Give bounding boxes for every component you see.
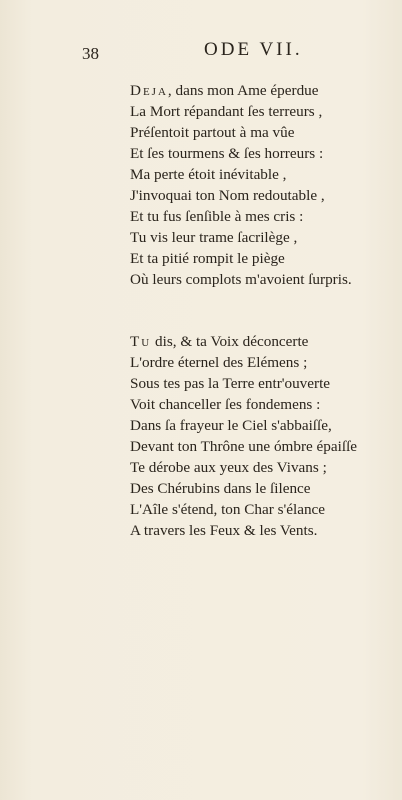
stanza-line: Où leurs complots m'avoient ſurpris. <box>130 271 352 288</box>
page-number: 38 <box>82 44 99 63</box>
stanza-line: L'Aîle s'étend, ton Char s'élance <box>130 501 326 518</box>
stanza-line: J'invoquai ton Nom redoutable , <box>130 187 325 204</box>
stanza-line <box>130 80 352 101</box>
first-line-rest: , dans mon Ame éperdue <box>167 82 319 99</box>
stanza-line: Dans ſa frayeur le Ciel s'abbaiſſe, <box>130 417 332 434</box>
stanza-line: Préſentoit partout à ma vûe <box>130 124 295 141</box>
stanza-line: Te dérobe aux yeux des Vivans ; <box>130 459 327 476</box>
stanza-2 <box>130 331 357 541</box>
running-title: ODE VII. <box>204 39 303 60</box>
stanza-1 <box>130 80 352 290</box>
stanza-line: Des Chérubins dans le ſilence <box>130 480 311 497</box>
stanza-line: Voit chanceller ſes fondemens : <box>130 396 321 413</box>
stanza-line: Et ta pitié rompit le piège <box>130 250 285 267</box>
stanza-line <box>130 331 357 352</box>
stanza-line: La Mort répandant ſes terreurs , <box>130 103 323 120</box>
stanza-line: Ma perte étoit inévitable , <box>130 166 287 183</box>
stanza-line: Sous tes pas la Terre entr'ouverte <box>130 375 331 392</box>
first-line-rest: dis, & ta Voix déconcerte <box>151 333 309 350</box>
stanza-line: L'ordre éternel des Elémens ; <box>130 354 308 371</box>
stanza-line: Devant ton Thrône une ómbre épaiſſe <box>130 438 358 455</box>
stanza-line: A travers les Feux & les Vents. <box>130 522 318 539</box>
stanza-line: Tu vis leur trame ſacrilège , <box>130 229 298 246</box>
opening-word: Deja <box>130 82 168 99</box>
opening-word: Tu <box>130 333 152 350</box>
stanza-line: Et ſes tourmens & ſes horreurs : <box>130 145 324 162</box>
stanza-line: Et tu fus ſenſible à mes cris : <box>130 208 304 225</box>
